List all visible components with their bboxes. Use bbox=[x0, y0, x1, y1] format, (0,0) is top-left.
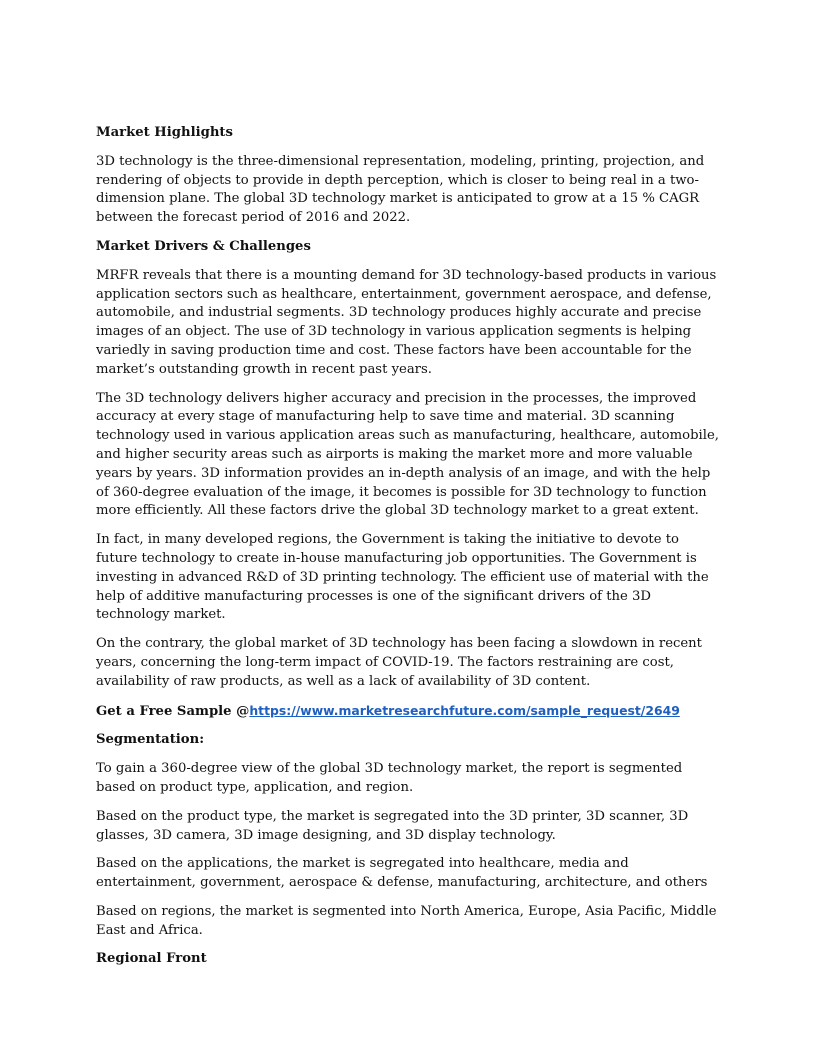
drivers-paragraph-1: MRFR reveals that there is a mounting demand for 3D technology-based products in various application sectors such as healthcare, entertainment, government aerospace, and defense, automobile, and industrial segments. 3D technology produces highly accurate and precise images of an object. The use of 3D technology in various application segments is helping variedly in saving production time and cost. These factors have been accountable for the market’s outstanding growth in recent past years. bbox=[96, 267, 717, 377]
drivers-paragraph-2: The 3D technology delivers higher accuracy and precision in the processes, the improved accuracy at every stage of manufacturing help to save time and material. 3D scanning technology used in various application areas such as manufacturing, healthcare, automobile, and higher security areas such as airports is making the market more and more valuable years by years. 3D information provides an in-depth analysis of an image, and with the help of 360-degree evaluation of the image, it becomes is possible for 3D technology to function more efficiently. All these factors drive the global 3D technology market to a great extent. bbox=[96, 390, 719, 519]
segmentation-paragraph-1: To gain a 360-degree view of the global 3D technology market, the report is segmented based on product type, application, and region. bbox=[96, 761, 683, 795]
drivers-paragraph-3: In fact, in many developed regions, the Government is taking the initiative to devote to future technology to create in-house manufacturing job opportunities. The Government is investing in advanced R&D of 3D printing technology. The efficient use of material with the help of additive manufacturing processes is one of the significant drivers of the 3D technology market. bbox=[96, 532, 709, 623]
free-sample-line bbox=[96, 702, 722, 722]
segmentation-heading: Segmentation: bbox=[96, 732, 205, 748]
regional-front-heading: Regional Front bbox=[96, 951, 207, 967]
market-highlights-paragraph: 3D technology is the three-dimensional representation, modeling, printing, projection, and rendering of objects to provide in depth perception, which is closer to being real in a two-dimension plane. The global 3D technology market is anticipated to grow at a 15 % CAGR between the forecast period of 2016 and 2022. bbox=[96, 153, 705, 226]
segmentation-paragraph-4: Based on regions, the market is segmented into North America, Europe, Asia Pacific, Middle East and Africa. bbox=[96, 903, 717, 938]
segmentation-paragraph-3: Based on the applications, the market is segregated into healthcare, media and entertainment, government, aerospace & defense, manufacturing, architecture, and others bbox=[96, 856, 708, 891]
segmentation-paragraph-2: Based on the product type, the market is segregated into the 3D printer, 3D scanner, 3D glasses, 3D camera, 3D image designing, and 3D display technology. bbox=[96, 808, 689, 843]
drivers-paragraph-4: On the contrary, the global market of 3D technology has been facing a slowdown in recent years, concerning the long-term impact of COVID-19. The factors restraining are cost, availability of raw products, as well as a lack of availability of 3D content. bbox=[96, 636, 702, 689]
free-sample-label: Get a Free Sample @ bbox=[96, 703, 250, 719]
market-highlights-heading: Market Highlights bbox=[96, 125, 233, 140]
market-drivers-heading: Market Drivers & Challenges bbox=[96, 238, 311, 254]
document-page bbox=[96, 124, 722, 979]
sample-request-link[interactable]: https://www.marketresearchfuture.com/sample_request/2649 bbox=[249, 702, 680, 718]
